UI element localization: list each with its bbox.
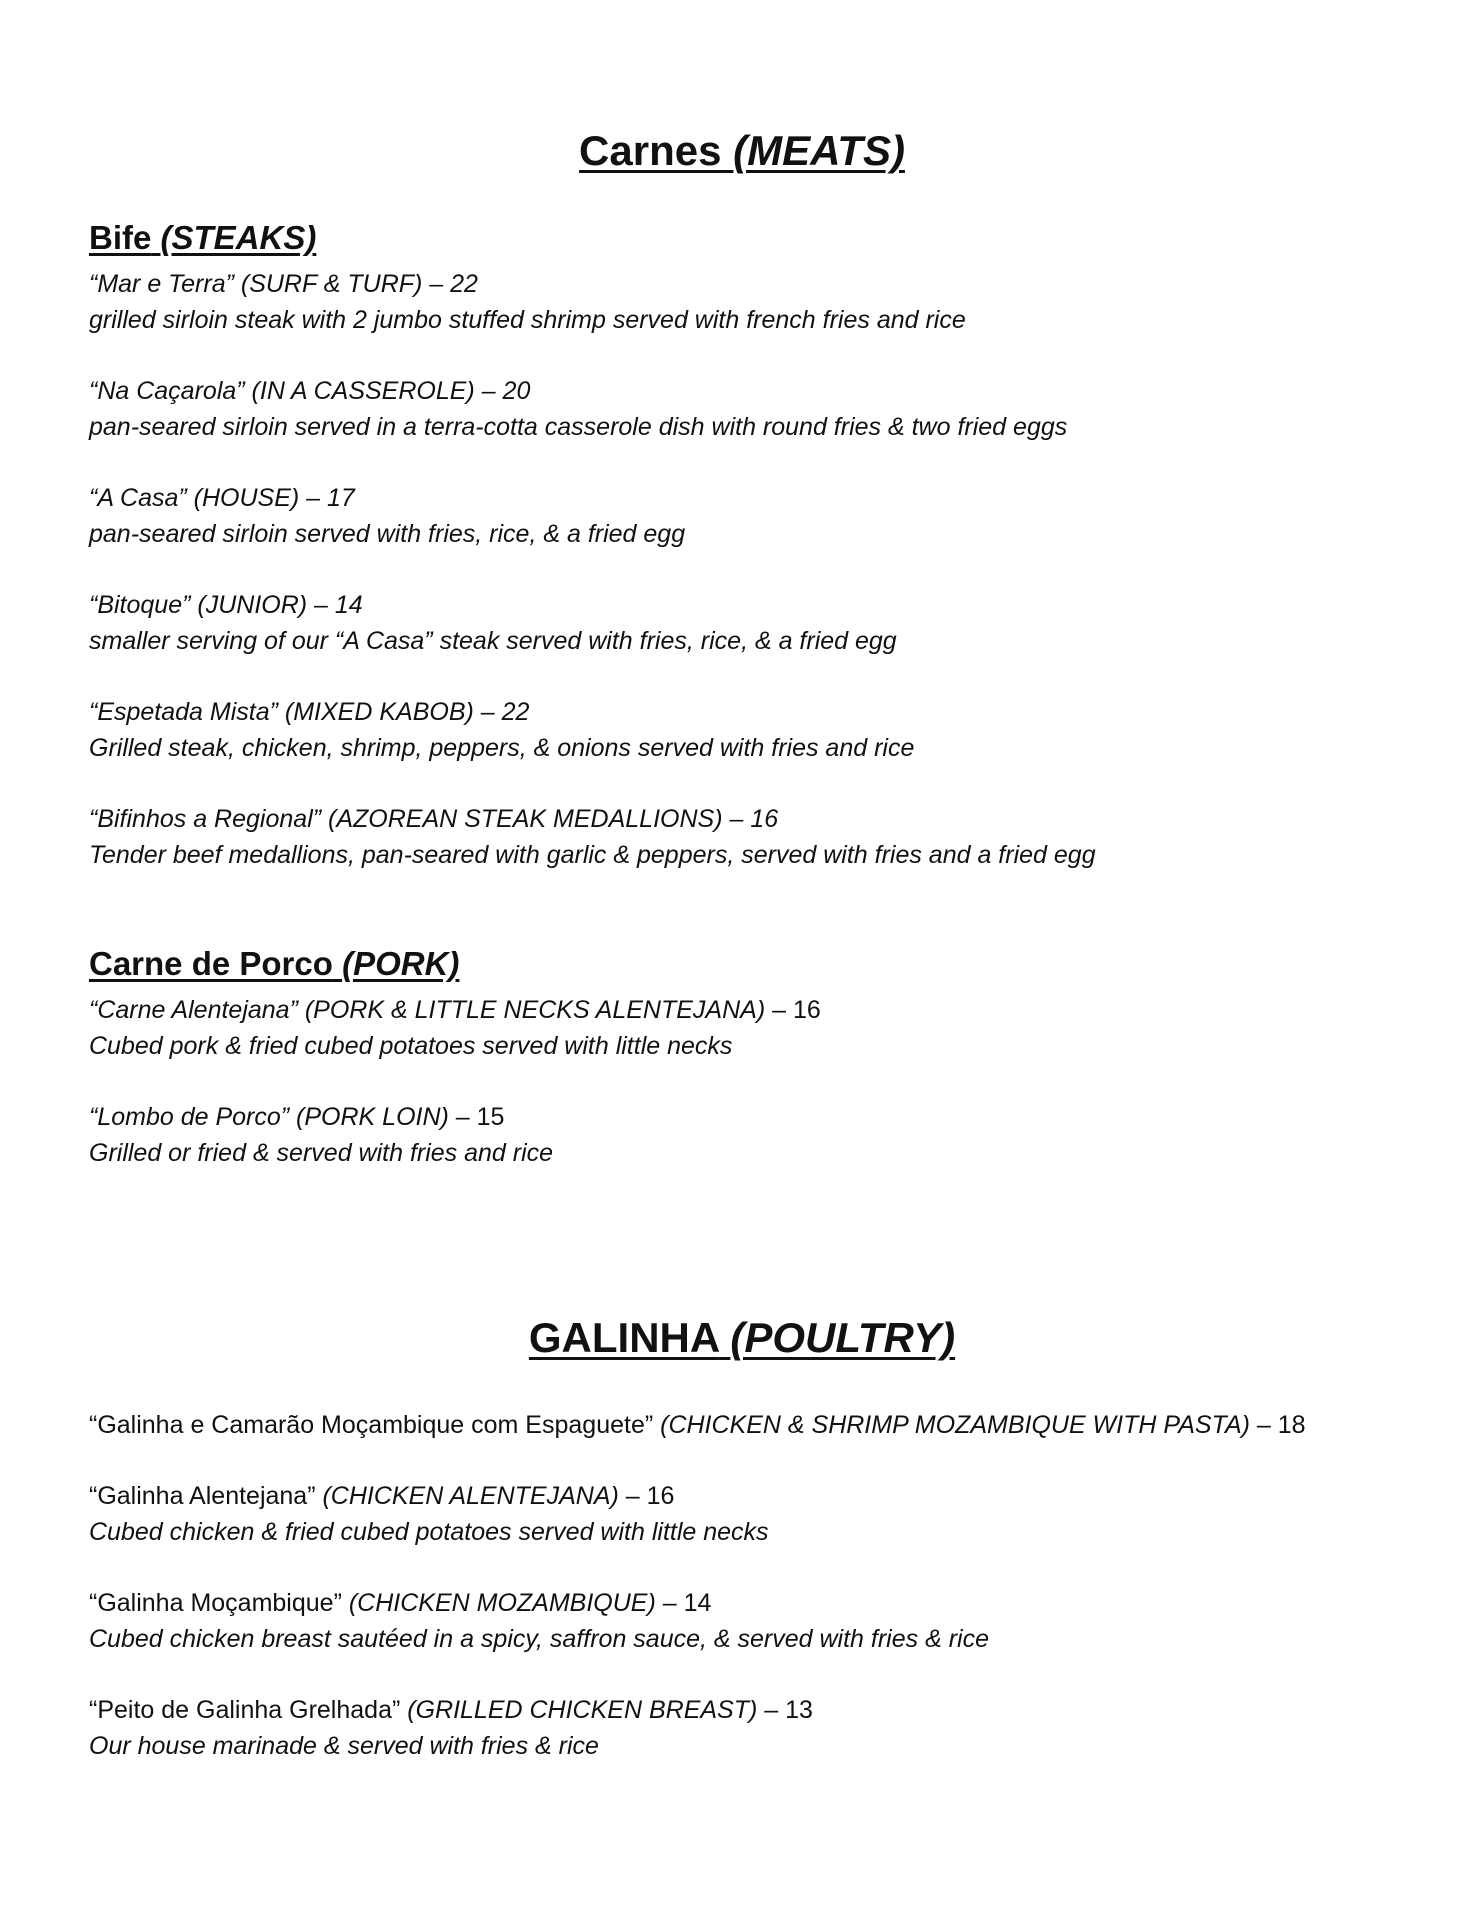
menu-item-price: – 15 [448,1103,505,1131]
steaks-heading-english: (STEAKS) [160,219,317,256]
menu-item [89,373,1429,445]
menu-item-description: Cubed chicken & fried cubed potatoes served with little necks [89,1518,769,1546]
pork-heading [89,946,459,982]
poultry-title-main: GALINHA [528,1314,719,1361]
menu-item [89,694,1429,766]
menu-item-name-text: “Carne Alentejana” (PORK & LITTLE NECKS ALENTEJANA) [89,996,766,1024]
menu-item-english: (CHICKEN ALENTEJANA) [322,1482,619,1510]
menu-item-name: “Espetada Mista” (MIXED KABOB) – 22 [89,698,530,726]
menu-item-name: “A Casa” (HOUSE) – 17 [89,484,355,512]
menu-item-english: (GRILLED CHICKEN BREAST) [407,1696,758,1724]
menu-item [89,480,1429,552]
menu-item-name [89,1478,1429,1514]
menu-item-name: “Mar e Terra” (SURF & TURF) – 22 [89,270,478,298]
menu-item-description: Cubed chicken breast sautéed in a spicy, saffron sauce, & served with fries & rice [89,1625,989,1653]
menu-item-description: grilled sirloin steak with 2 jumbo stuffed shrimp served with french fries and rice [89,306,966,334]
menu-item-description: Grilled steak, chicken, shrimp, peppers, & onions served with fries and rice [89,734,915,762]
poultry-title-english: (POULTRY) [730,1314,956,1361]
steaks-heading-main: Bife [89,219,152,256]
menu-item-name-text: “Galinha Moçambique” [89,1589,349,1617]
menu-item-name-text: “Galinha Alentejana” [89,1482,323,1510]
menu-item-name [89,1692,1429,1728]
menu-item-name: “Bifinhos a Regional” (AZOREAN STEAK MEDALLIONS) – 16 [89,805,779,833]
menu-item-price: – 16 [765,996,821,1024]
menu-item-name [89,992,1429,1028]
menu-item [89,587,1429,659]
menu-item [89,1478,1429,1550]
menu-item-name: “Bitoque” (JUNIOR) – 14 [89,591,363,619]
meats-title [0,128,1484,174]
menu-item [89,1585,1429,1657]
menu-item [89,1692,1429,1764]
menu-item-price: – 16 [618,1482,675,1510]
pork-heading-english: (PORK) [342,945,460,982]
menu-item-price: – 14 [655,1589,712,1617]
menu-item [89,1099,1429,1171]
menu-item [89,992,1429,1064]
menu-item-description: pan-seared sirloin served with fries, rice, & a fried egg [89,520,686,548]
menu-item-english: (CHICKEN MOZAMBIQUE) [348,1589,656,1617]
pork-heading-main: Carne de Porco [89,945,333,982]
menu-item-description: Grilled or fried & served with fries and rice [89,1139,554,1167]
menu-item-description: Cubed pork & fried cubed potatoes served with little necks [89,1032,733,1060]
menu-item-name [89,1585,1429,1621]
menu-item-price: – 13 [757,1696,813,1724]
menu-item-name: “Na Caçarola” (IN A CASSEROLE) – 20 [89,377,531,405]
menu-item-name-text: “Lombo de Porco” (PORK LOIN) [89,1103,449,1131]
menu-item [89,1407,1429,1443]
steaks-heading [89,220,316,256]
menu-item-description: Our house marinade & served with fries & rice [89,1732,599,1760]
menu-item-price: – 18 [1249,1411,1306,1439]
menu-item [89,801,1429,873]
menu-item-name-text: “Galinha e Camarão Moçambique com Espaguete” [89,1411,661,1439]
menu-item-english: (CHICKEN & SHRIMP MOZAMBIQUE WITH PASTA) [660,1411,1250,1439]
meats-title-english: (MEATS) [733,127,905,174]
menu-item-name [89,1099,1429,1135]
menu-item-name [89,1407,1429,1443]
poultry-title [0,1315,1484,1361]
menu-item [89,266,1429,338]
menu-item-description: pan-seared sirloin served in a terra-cotta casserole dish with round fries & two fried eggs [89,413,1068,441]
menu-item-name-text: “Peito de Galinha Grelhada” [89,1696,408,1724]
menu-item-description: smaller serving of our “A Casa” steak served with fries, rice, & a fried egg [89,627,897,655]
meats-title-main: Carnes [579,127,722,174]
menu-item-description: Tender beef medallions, pan-seared with garlic & peppers, served with fries and a fried egg [89,841,1096,869]
